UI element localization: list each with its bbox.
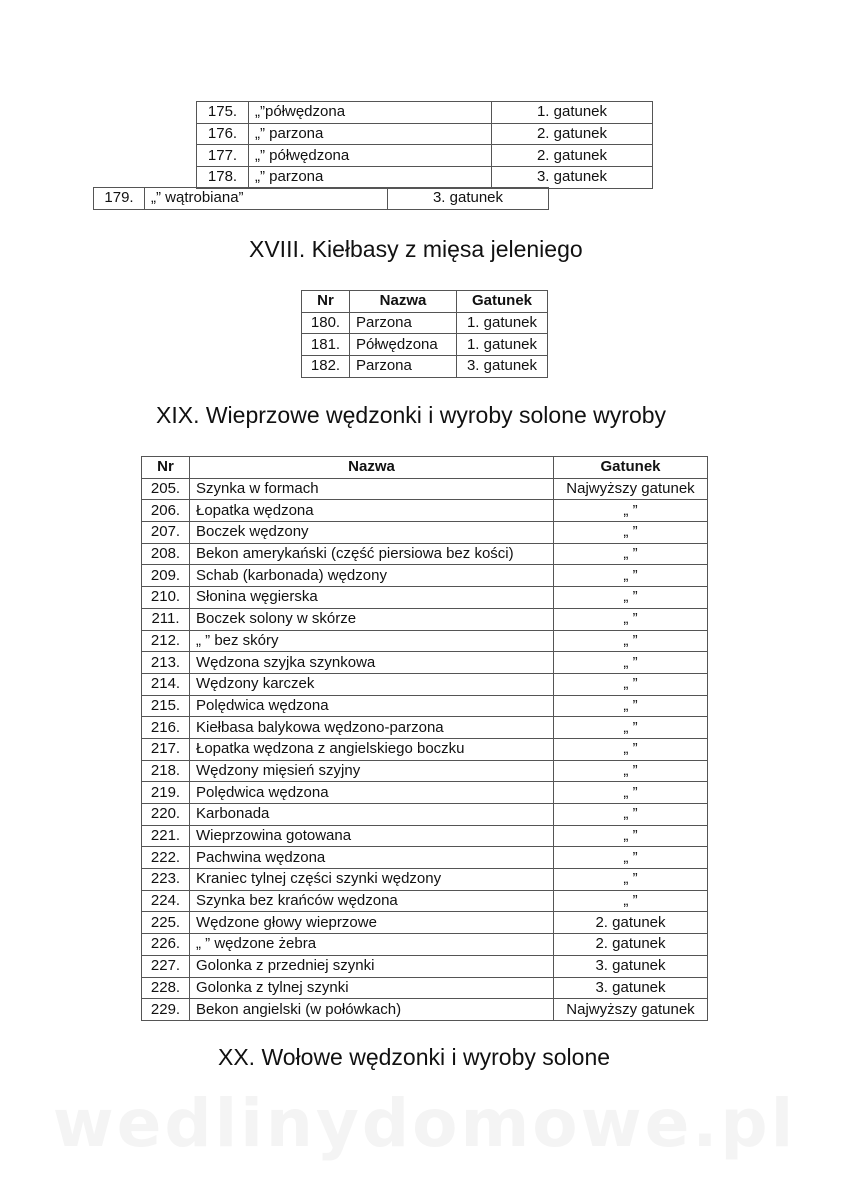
cell-nr: 213. bbox=[142, 652, 190, 674]
continuation-table-2 bbox=[93, 187, 549, 210]
table-row bbox=[302, 312, 548, 334]
table-row bbox=[142, 825, 708, 847]
cell-nr: 205. bbox=[142, 478, 190, 500]
cell-gatunek: „ ” bbox=[554, 587, 708, 609]
cell-gatunek: 2. gatunek bbox=[554, 934, 708, 956]
table-row bbox=[142, 630, 708, 652]
table-row bbox=[142, 934, 708, 956]
cell-nazwa: „” półwędzona bbox=[249, 145, 492, 167]
table-row bbox=[142, 500, 708, 522]
table-row bbox=[142, 999, 708, 1021]
table-header-row bbox=[302, 291, 548, 313]
cell-nr: 221. bbox=[142, 825, 190, 847]
cell-nr: 178. bbox=[197, 167, 249, 189]
table-row bbox=[197, 167, 653, 189]
cell-nazwa: Słonina węgierska bbox=[190, 587, 554, 609]
cell-nazwa: Golonka z tylnej szynki bbox=[190, 977, 554, 999]
cell-nr: 216. bbox=[142, 717, 190, 739]
table-row bbox=[142, 804, 708, 826]
continuation-table-2-body bbox=[94, 188, 549, 210]
cell-nr: 180. bbox=[302, 312, 350, 334]
cell-gatunek: Najwyższy gatunek bbox=[554, 999, 708, 1021]
section-title-xviii: XVIII. Kiełbasy z mięsa jeleniego bbox=[249, 236, 583, 262]
cell-nazwa: Szynka w formach bbox=[190, 478, 554, 500]
cell-gatunek: „ ” bbox=[554, 673, 708, 695]
cell-nazwa: Parzona bbox=[350, 312, 457, 334]
section-title-xx: XX. Wołowe wędzonki i wyroby solone bbox=[218, 1044, 611, 1070]
cell-nazwa: Karbonada bbox=[190, 804, 554, 826]
cell-nr: 181. bbox=[302, 334, 350, 356]
cell-nazwa: Wędzone głowy wieprzowe bbox=[190, 912, 554, 934]
table-row bbox=[142, 869, 708, 891]
cell-nazwa: Boczek solony w skórze bbox=[190, 608, 554, 630]
cell-nazwa: Łopatka wędzona bbox=[190, 500, 554, 522]
table-row bbox=[142, 955, 708, 977]
table-row bbox=[142, 977, 708, 999]
cell-nazwa: „” parzona bbox=[249, 123, 492, 145]
cell-gatunek: 1. gatunek bbox=[492, 102, 653, 124]
cell-nr: 219. bbox=[142, 782, 190, 804]
cell-nr: 225. bbox=[142, 912, 190, 934]
table-row bbox=[142, 717, 708, 739]
table-row bbox=[142, 912, 708, 934]
cell-nr: 206. bbox=[142, 500, 190, 522]
cell-gatunek: 3. gatunek bbox=[457, 356, 548, 378]
cell-gatunek: „ ” bbox=[554, 522, 708, 544]
cell-nazwa: Bekon amerykański (część piersiowa bez kości) bbox=[190, 543, 554, 565]
header-nr: Nr bbox=[302, 291, 350, 313]
table-row bbox=[142, 847, 708, 869]
table-row bbox=[197, 102, 653, 124]
cell-gatunek: 2. gatunek bbox=[554, 912, 708, 934]
cell-nr: 211. bbox=[142, 608, 190, 630]
cell-nr: 217. bbox=[142, 738, 190, 760]
table-row bbox=[142, 587, 708, 609]
cell-gatunek: „ ” bbox=[554, 652, 708, 674]
table-row bbox=[142, 565, 708, 587]
cell-gatunek: „ ” bbox=[554, 543, 708, 565]
cell-nazwa: „ ” bez skóry bbox=[190, 630, 554, 652]
cell-gatunek: „ ” bbox=[554, 804, 708, 826]
cell-gatunek: „ ” bbox=[554, 565, 708, 587]
cell-gatunek: 3. gatunek bbox=[388, 188, 549, 210]
table-row bbox=[142, 652, 708, 674]
table-row bbox=[142, 608, 708, 630]
cell-gatunek: „ ” bbox=[554, 608, 708, 630]
cell-gatunek: Najwyższy gatunek bbox=[554, 478, 708, 500]
cell-nr: 214. bbox=[142, 673, 190, 695]
cell-nr: 208. bbox=[142, 543, 190, 565]
cell-nr: 177. bbox=[197, 145, 249, 167]
cell-nr: 224. bbox=[142, 890, 190, 912]
cell-nazwa: Golonka z przedniej szynki bbox=[190, 955, 554, 977]
table-row bbox=[302, 356, 548, 378]
section-title-xix: XIX. Wieprzowe wędzonki i wyroby solone wyroby bbox=[156, 402, 667, 428]
cell-nazwa: Kraniec tylnej części szynki wędzony bbox=[190, 869, 554, 891]
pork-smoked-products-table bbox=[141, 456, 708, 1021]
table-row bbox=[142, 695, 708, 717]
cell-gatunek: 1. gatunek bbox=[457, 334, 548, 356]
cell-gatunek: „ ” bbox=[554, 717, 708, 739]
table-row bbox=[142, 522, 708, 544]
cell-nr: 212. bbox=[142, 630, 190, 652]
cell-nazwa: Bekon angielski (w połówkach) bbox=[190, 999, 554, 1021]
cell-nr: 220. bbox=[142, 804, 190, 826]
cell-nazwa: „ ” wędzone żebra bbox=[190, 934, 554, 956]
header-gatunek: Gatunek bbox=[457, 291, 548, 313]
table-header-row bbox=[142, 457, 708, 479]
cell-gatunek: „ ” bbox=[554, 630, 708, 652]
cell-gatunek: 2. gatunek bbox=[492, 123, 653, 145]
cell-gatunek: „ ” bbox=[554, 782, 708, 804]
table-row bbox=[197, 123, 653, 145]
continuation-table-1 bbox=[196, 101, 653, 189]
cell-nazwa: Wędzony karczek bbox=[190, 673, 554, 695]
continuation-table-1-body bbox=[197, 102, 653, 189]
cell-gatunek: 3. gatunek bbox=[554, 955, 708, 977]
cell-nr: 226. bbox=[142, 934, 190, 956]
cell-nr: 209. bbox=[142, 565, 190, 587]
table-row bbox=[197, 145, 653, 167]
cell-nr: 222. bbox=[142, 847, 190, 869]
cell-nr: 210. bbox=[142, 587, 190, 609]
cell-nazwa: Pachwina wędzona bbox=[190, 847, 554, 869]
cell-nr: 218. bbox=[142, 760, 190, 782]
header-nazwa: Nazwa bbox=[190, 457, 554, 479]
table-row bbox=[302, 334, 548, 356]
cell-nazwa: Wieprzowina gotowana bbox=[190, 825, 554, 847]
cell-gatunek: 3. gatunek bbox=[554, 977, 708, 999]
table-row bbox=[142, 543, 708, 565]
cell-nr: 176. bbox=[197, 123, 249, 145]
cell-gatunek: „ ” bbox=[554, 847, 708, 869]
table-row bbox=[142, 673, 708, 695]
cell-nr: 229. bbox=[142, 999, 190, 1021]
cell-nazwa: Kiełbasa balykowa wędzono-parzona bbox=[190, 717, 554, 739]
table-row bbox=[94, 188, 549, 210]
table-row bbox=[142, 738, 708, 760]
cell-gatunek: „ ” bbox=[554, 738, 708, 760]
cell-gatunek: 2. gatunek bbox=[492, 145, 653, 167]
cell-nr: 228. bbox=[142, 977, 190, 999]
cell-nazwa: „” parzona bbox=[249, 167, 492, 189]
cell-gatunek: 3. gatunek bbox=[492, 167, 653, 189]
cell-nr: 175. bbox=[197, 102, 249, 124]
watermark-logo: wedlinydomowe.pl bbox=[52, 1085, 797, 1162]
header-nazwa: Nazwa bbox=[350, 291, 457, 313]
table-row bbox=[142, 782, 708, 804]
cell-gatunek: „ ” bbox=[554, 500, 708, 522]
deer-sausage-table-body bbox=[302, 312, 548, 377]
header-nr: Nr bbox=[142, 457, 190, 479]
deer-sausage-table bbox=[301, 290, 548, 378]
cell-gatunek: „ ” bbox=[554, 695, 708, 717]
table-row bbox=[142, 760, 708, 782]
cell-nr: 182. bbox=[302, 356, 350, 378]
cell-nazwa: „”półwędzona bbox=[249, 102, 492, 124]
cell-nr: 179. bbox=[94, 188, 145, 210]
cell-gatunek: „ ” bbox=[554, 869, 708, 891]
header-gatunek: Gatunek bbox=[554, 457, 708, 479]
cell-gatunek: „ ” bbox=[554, 825, 708, 847]
pork-smoked-products-table-body bbox=[142, 478, 708, 1020]
cell-nr: 223. bbox=[142, 869, 190, 891]
cell-gatunek: 1. gatunek bbox=[457, 312, 548, 334]
cell-nazwa: Półwędzona bbox=[350, 334, 457, 356]
table-row bbox=[142, 890, 708, 912]
table-row bbox=[142, 478, 708, 500]
cell-nazwa: Polędwica wędzona bbox=[190, 695, 554, 717]
cell-nazwa: Łopatka wędzona z angielskiego boczku bbox=[190, 738, 554, 760]
cell-gatunek: „ ” bbox=[554, 890, 708, 912]
cell-nazwa: Boczek wędzony bbox=[190, 522, 554, 544]
cell-nazwa: Wędzona szyjka szynkowa bbox=[190, 652, 554, 674]
cell-nr: 227. bbox=[142, 955, 190, 977]
cell-nr: 215. bbox=[142, 695, 190, 717]
cell-nazwa: Parzona bbox=[350, 356, 457, 378]
cell-nazwa: Polędwica wędzona bbox=[190, 782, 554, 804]
cell-nr: 207. bbox=[142, 522, 190, 544]
cell-nazwa: Wędzony mięsień szyjny bbox=[190, 760, 554, 782]
cell-gatunek: „ ” bbox=[554, 760, 708, 782]
cell-nazwa: Schab (karbonada) wędzony bbox=[190, 565, 554, 587]
cell-nazwa: Szynka bez krańców wędzona bbox=[190, 890, 554, 912]
cell-nazwa: „” wątrobiana” bbox=[145, 188, 388, 210]
